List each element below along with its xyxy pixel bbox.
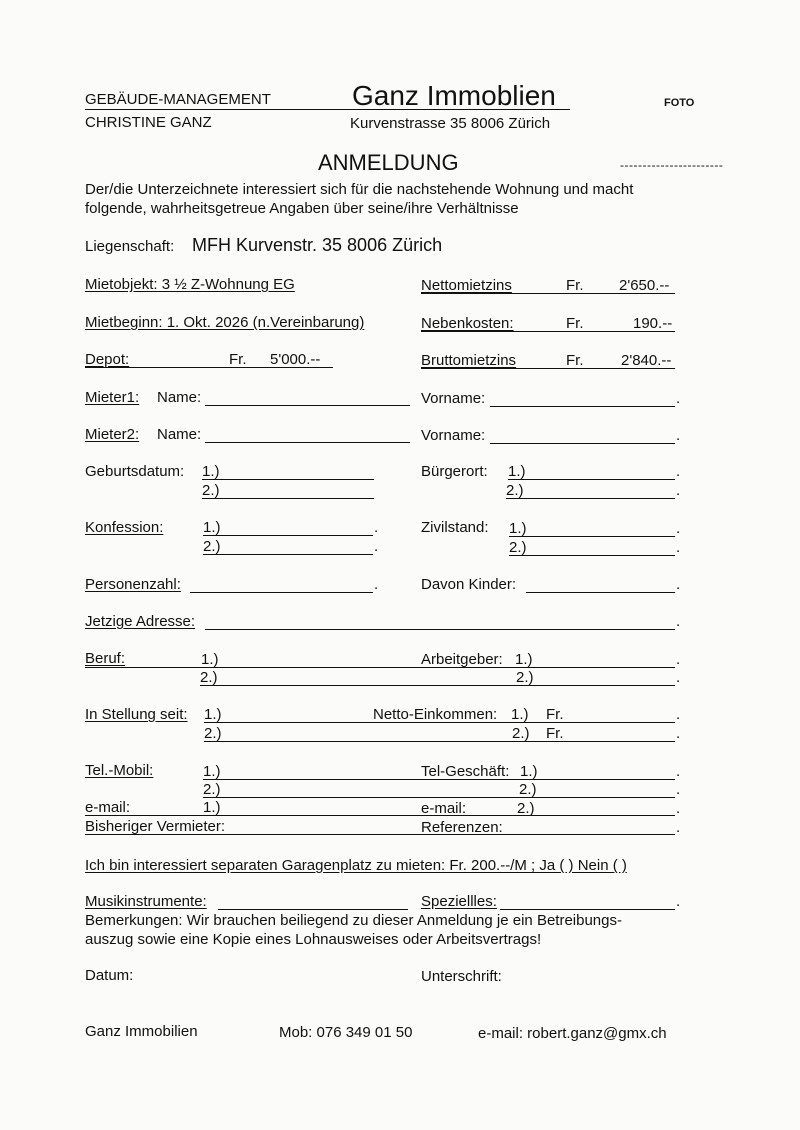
extra-costs-label: Nebenkosten: — [421, 315, 514, 332]
footer-company: Ganz Immobilien — [85, 1023, 198, 1040]
persons-label: Personenzahl: — [85, 576, 181, 593]
employer-label: Arbeitgeber: — [421, 651, 503, 668]
children-label: Davon Kinder: — [421, 576, 517, 593]
company-address: Kurvenstrasse 35 8006 Zürich — [350, 115, 551, 132]
entry-1-marker: 1.) — [520, 763, 538, 780]
gross-rent-currency: Fr. — [566, 352, 584, 369]
date-label: Datum: — [85, 967, 134, 984]
field-end-dot: . — [676, 613, 681, 630]
previous-landlord-field[interactable] — [85, 834, 675, 835]
birthdate-2-field[interactable] — [202, 498, 374, 499]
entry-1-marker: 1.) — [203, 519, 221, 536]
civil-status-2-field[interactable] — [509, 555, 675, 556]
field-end-dot: . — [676, 763, 681, 780]
property-label: Liegenschaft: — [85, 238, 175, 255]
field-end-dot: . — [676, 669, 681, 686]
tenant1-firstname-field[interactable] — [490, 406, 675, 407]
remarks-line-2: auszug sowie eine Kopie eines Lohnausweises oder Arbeitsvertrags! — [85, 931, 542, 948]
income-currency: Fr. — [546, 706, 564, 723]
entry-1-marker: 1.) — [204, 706, 222, 723]
photo-dashed-line: ----------------------- — [620, 158, 724, 172]
field-end-dot: . — [676, 482, 681, 499]
entry-1-marker: 1.) — [515, 651, 533, 668]
entry-2-marker: 2.) — [519, 781, 537, 798]
profession-1-field[interactable] — [85, 667, 675, 668]
origin-2-field[interactable] — [506, 498, 675, 499]
birthdate-label: Geburtsdatum: — [85, 463, 185, 480]
email-2-label: e-mail: — [421, 800, 467, 817]
mobile-2-field[interactable] — [203, 797, 675, 798]
rental-start: Mietbeginn: 1. Okt. 2026 (n.Vereinbarung) — [85, 314, 365, 331]
extra-costs-currency: Fr. — [566, 315, 584, 332]
photo-label: FOTO — [664, 97, 695, 109]
mobile-label: Tel.-Mobil: — [85, 762, 154, 779]
field-end-dot: . — [676, 427, 681, 444]
field-end-dot: . — [676, 893, 681, 910]
garage-question: Ich bin interessiert separaten Garagenplatz zu mieten: Fr. 200.--/M ; Ja ( ) Nein ( ) — [85, 857, 627, 874]
current-address-label: Jetzige Adresse: — [85, 613, 196, 630]
entry-2-marker: 2.) — [516, 669, 534, 686]
tenant1-name-label: Name: — [157, 389, 202, 406]
gross-rent-rule — [421, 368, 675, 369]
property-value: MFH Kurvenstr. 35 8006 Zürich — [192, 235, 443, 255]
business-phone-label: Tel-Geschäft: — [421, 763, 510, 780]
extra-costs-rule — [421, 331, 675, 332]
entry-2-marker: 2.) — [203, 538, 221, 555]
deposit-label: Depot: — [85, 351, 130, 368]
employed-since-2-field[interactable] — [204, 741, 675, 742]
tenant2-firstname-label: Vorname: — [421, 427, 486, 444]
extra-costs-value: 190.-- — [633, 315, 673, 332]
brand-name: Ganz Immoblien — [352, 80, 556, 111]
email-field[interactable] — [85, 815, 675, 816]
entry-2-marker: 2.) — [506, 482, 524, 499]
net-rent-value: 2'650.-- — [619, 277, 670, 294]
deposit-rule — [85, 367, 333, 368]
field-end-dot: . — [676, 463, 681, 480]
tenant2-name-label: Name: — [157, 426, 202, 443]
field-end-dot: . — [676, 539, 681, 556]
email-label: e-mail: — [85, 799, 131, 816]
tenant2-label: Mieter2: — [85, 426, 140, 443]
company-line-2: CHRISTINE GANZ — [85, 114, 212, 131]
date-field[interactable] — [140, 962, 400, 984]
deposit-value: 5'000.-- — [270, 351, 321, 368]
tenant1-firstname-label: Vorname: — [421, 390, 486, 407]
civil-status-1-field[interactable] — [509, 536, 675, 537]
entry-1-marker: 1.) — [508, 463, 526, 480]
net-rent-rule — [421, 293, 675, 294]
net-income-label: Netto-Einkommen: — [373, 706, 498, 723]
remarks-line-1: Bemerkungen: Wir brauchen beiliegend zu dieser Anmeldung je ein Betreibungs- — [85, 912, 622, 929]
field-end-dot: . — [676, 576, 681, 593]
field-end-dot: . — [676, 781, 681, 798]
entry-2-marker: 2.) — [200, 669, 218, 686]
field-end-dot: . — [676, 651, 681, 668]
field-end-dot: . — [374, 576, 379, 593]
net-rent-label: Nettomietzins — [421, 277, 512, 294]
entry-2-marker: 2.) — [512, 725, 530, 742]
origin-label: Bürgerort: — [421, 463, 488, 480]
entry-2-marker: 2.) — [202, 482, 220, 499]
references-label: Referenzen: — [421, 819, 503, 836]
field-end-dot: . — [676, 819, 681, 836]
field-end-dot: . — [676, 725, 681, 742]
tenant2-firstname-field[interactable] — [490, 443, 675, 444]
employed-since-label: In Stellung seit: — [85, 706, 188, 723]
field-end-dot: . — [374, 538, 379, 555]
field-end-dot: . — [676, 800, 681, 817]
tenant2-name-field[interactable] — [205, 442, 410, 443]
footer-mobile: Mob: 076 349 01 50 — [279, 1024, 413, 1041]
religion-2-field[interactable] — [203, 554, 373, 555]
gross-rent-label: Bruttomietzins — [421, 352, 517, 369]
origin-1-field[interactable] — [508, 479, 675, 480]
persons-field[interactable] — [190, 592, 373, 593]
profession-2-field[interactable] — [200, 685, 675, 686]
income-currency: Fr. — [546, 725, 564, 742]
footer-email: e-mail: robert.ganz@gmx.ch — [478, 1025, 667, 1042]
entry-1-marker: 1.) — [203, 799, 221, 816]
entry-1-marker: 1.) — [511, 706, 529, 723]
entry-1-marker: 1.) — [509, 520, 527, 537]
birthdate-1-field[interactable] — [202, 479, 374, 480]
tenant1-label: Mieter1: — [85, 389, 140, 406]
deposit-currency: Fr. — [229, 351, 247, 368]
civil-status-label: Zivilstand: — [421, 519, 489, 536]
intro-line-1: Der/die Unterzeichnete interessiert sich für die nachstehende Wohnung und macht — [85, 181, 634, 198]
profession-label: Beruf: — [85, 650, 126, 667]
net-rent-currency: Fr. — [566, 277, 584, 294]
company-line-1: GEBÄUDE-MANAGEMENT — [85, 91, 271, 108]
field-end-dot: . — [374, 519, 379, 536]
current-address-field[interactable] — [205, 629, 675, 630]
special-field[interactable] — [500, 909, 675, 910]
entry-1-marker: 1.) — [202, 463, 220, 480]
signature-field[interactable] — [515, 962, 695, 984]
religion-1-field[interactable] — [203, 535, 373, 536]
gross-rent-value: 2'840.-- — [621, 352, 672, 369]
field-end-dot: . — [676, 520, 681, 537]
field-end-dot: . — [676, 706, 681, 723]
previous-landlord-label: Bisheriger Vermieter: — [85, 818, 226, 835]
field-end-dot: . — [676, 390, 681, 407]
children-field[interactable] — [526, 592, 675, 593]
special-label: Speziellles: — [421, 893, 497, 910]
entry-2-marker: 2.) — [204, 725, 222, 742]
entry-1-marker: 1.) — [203, 763, 221, 780]
intro-line-2: folgende, wahrheitsgetreue Angaben über seine/ihre Verhältnisse — [85, 200, 519, 217]
signature-label: Unterschrift: — [421, 968, 502, 985]
music-instruments-label: Musikinstrumente: — [85, 893, 207, 910]
tenant1-name-field[interactable] — [205, 405, 410, 406]
entry-2-marker: 2.) — [517, 800, 535, 817]
entry-1-marker: 1.) — [201, 651, 219, 668]
religion-label: Konfession: — [85, 519, 164, 536]
music-instruments-field[interactable] — [218, 909, 408, 910]
entry-2-marker: 2.) — [509, 539, 527, 556]
entry-2-marker: 2.) — [203, 781, 221, 798]
rental-object: Mietobjekt: 3 ½ Z-Wohnung EG — [85, 276, 295, 293]
page-title: ANMELDUNG — [318, 150, 459, 175]
